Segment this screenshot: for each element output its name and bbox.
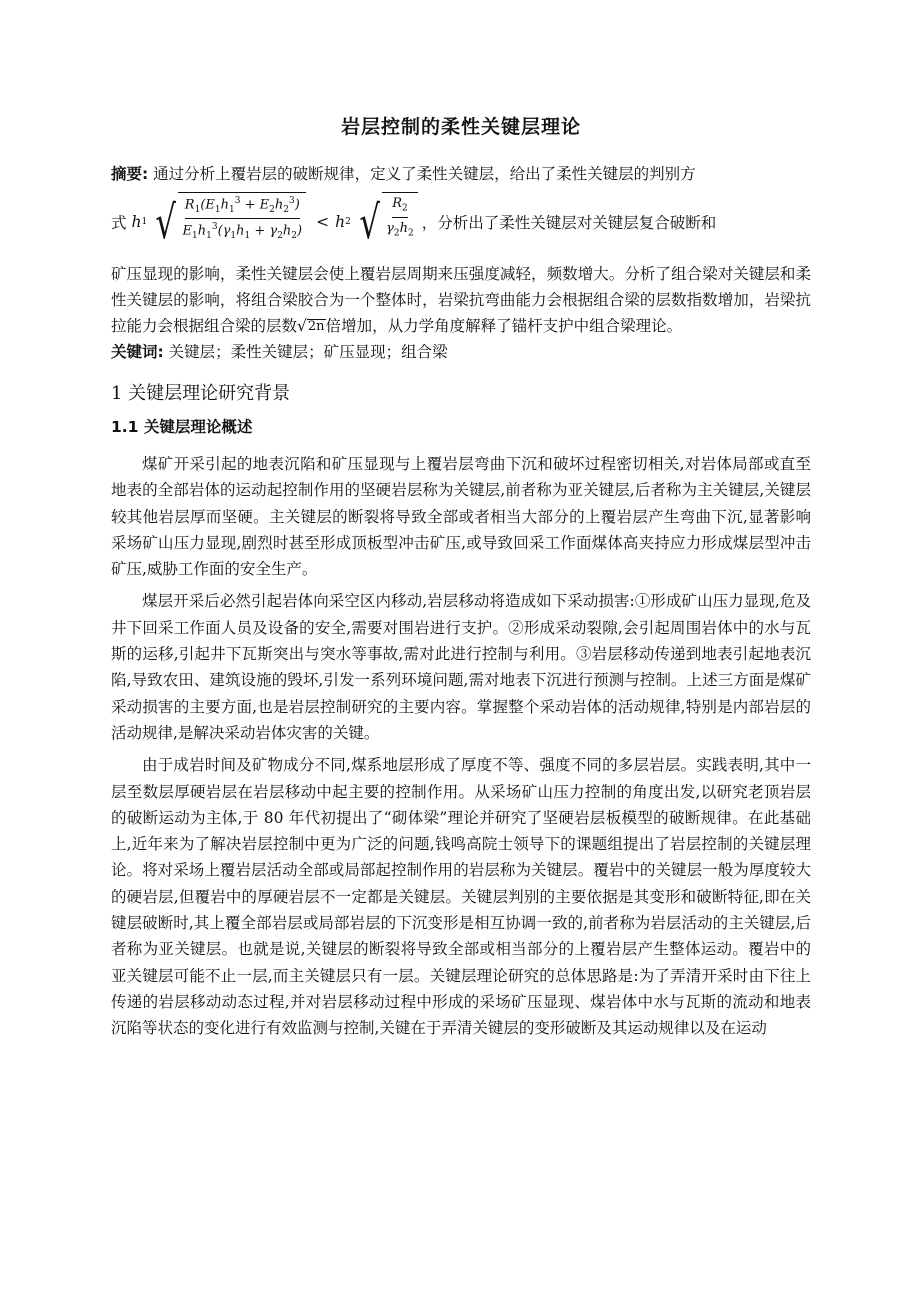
keywords-text: 关键层；柔性关键层；矿压显现；组合梁	[168, 343, 448, 361]
formula-prefix: 式	[111, 214, 127, 232]
abstract-continuation	[111, 261, 811, 339]
abstract-label: 摘要:	[111, 165, 149, 183]
radical-left: √ $\frac{R_1(E_1h_1^3 + E_2h_2^3)}{E_1h_1^3(\gamma_1h_1 + \gamma_2h_2)}$	[151, 192, 306, 252]
document-page	[111, 112, 811, 1048]
section-heading: 1 关键层理论研究背景	[111, 383, 291, 404]
body-paragraph: 由于成岩时间及矿物成分不同,煤系地层形成了厚度不等、强度不同的多层岩层。实践表明,其中一层至数层厚硬岩层在岩层移动中起主要的控制作用。从采场矿山压力控制的角度出发,以研究老顶岩层的破断运动为主体,于 80 年代初提出了“砌体梁”理论并研究了坚硬岩层板模型的破断规律。在此基础上,近年来为了解决岩层控制中更为广泛的问题,钱鸣高院士领导下的课题组提出了岩层控制的关键层理论。将对采场上覆岩层活动全部或局部起控制作用的岩层称为关键层。覆岩中的关键层一般为厚度较大的硬岩层,但覆岩中的厚硬岩层不一定都是关键层。关键层判别的主要依据是其变形和破断特征,即在关键层破断时,其上覆全部岩层或局部岩层的下沉变形是相互协调一致的,前者称为岩层活动的主关键层,后者称为亚关键层。也就是说,关键层的断裂将导致全部或相当部分的上覆岩层产生整体运动。覆岩中的亚关键层可能不止一层,而主关键层只有一层。关键层理论研究的总体思路是:为了弄清开采时由下往上传递的岩层移动动态过程,并对岩层移动过程中形成的采场矿压显现、煤岩体中水与瓦斯的流动和地表沉陷等状态的变化进行有效监测与控制,关键在于弄清关键层的变形破断及其运动规律以及在运动	[111, 756, 811, 1038]
keywords-line	[111, 339, 811, 365]
abstract-text-1: 通过分析上覆岩层的破断规律，定义了柔性关键层，给出了柔性关键层的判别方	[153, 165, 696, 183]
abstract-formula-line	[111, 187, 811, 257]
criterion-formula: h 1 √ $\frac{R_1(E_1h_1^3 + E_2h_2^3)}{E_1h_1^3(\gamma_1h_1 + \gamma_2h_2)}$ < h 2 √ $\frac{R_2}{\gamma_2h_2}$	[127, 192, 422, 252]
abstract-line-1	[111, 161, 811, 187]
body-paragraph: 煤矿开采引起的地表沉陷和矿压显现与上覆岩层弯曲下沉和破坏过程密切相关,对岩体局部或直至地表的全部岩体的运动起控制作用的坚硬岩层称为关键层,前者称为亚关键层,后者称为主关键层,关键层较其他岩层厚而坚硬。主关键层的断裂将导致全部或者相当大部分的上覆岩层产生弯曲下沉,显著影响采场矿山压力显现,剧烈时甚至形成顶板型冲击矿压,或导致回采工作面煤体高夹持应力形成煤层型冲击矿压,威胁工作面的安全生产。	[111, 455, 811, 579]
radical-right: √ $\frac{R_2}{\gamma_2h_2}$	[355, 192, 418, 252]
subsection-heading: 1.1 关键层理论概述	[111, 418, 253, 436]
abstract-text-3: 倍增加，从力学角度解释了锚杆支护中组合梁理论。	[325, 317, 683, 335]
sqrt-2n-radicand: 2n	[307, 318, 325, 334]
abstract-text-2: 矿压显现的影响，柔性关键层会使上覆岩层周期来压强度减轻，频数增大。分析了组合梁对关键层和柔性关键层的影响，将组合梁胶合为一个整体时，岩梁抗弯曲能力会根据组合梁的层数指数增加，岩梁抗拉能力会根据组合梁的层数	[111, 265, 811, 335]
body-paragraph: 煤层开采后必然引起岩体向采空区内移动,岩层移动将造成如下采动损害:①形成矿山压力显现,危及井下回采工作面人员及设备的安全,需要对围岩进行支护。②形成采动裂隙,会引起周围岩体中的水与瓦斯的运移,引起井下瓦斯突出与突水等事故,需对此进行控制与利用。③岩层移动传递到地表引起地表沉陷,导致农田、建筑设施的毁坏,引发一系列环境问题,需对地表下沉进行预测与控制。上述三方面是煤矿采动损害的主要方面,也是岩层控制研究的主要内容。掌握整个采动岩体的活动规律,特别是内部岩层的活动规律,是解决采动岩体灾害的关键。	[111, 592, 811, 742]
keywords-label: 关键词:	[111, 343, 164, 361]
paper-title: 岩层控制的柔性关键层理论	[340, 116, 581, 138]
sqrt-2n: √ 2n	[297, 317, 325, 335]
formula-suffix: ，分析出了柔性关键层对关键层复合破断和	[421, 214, 717, 232]
